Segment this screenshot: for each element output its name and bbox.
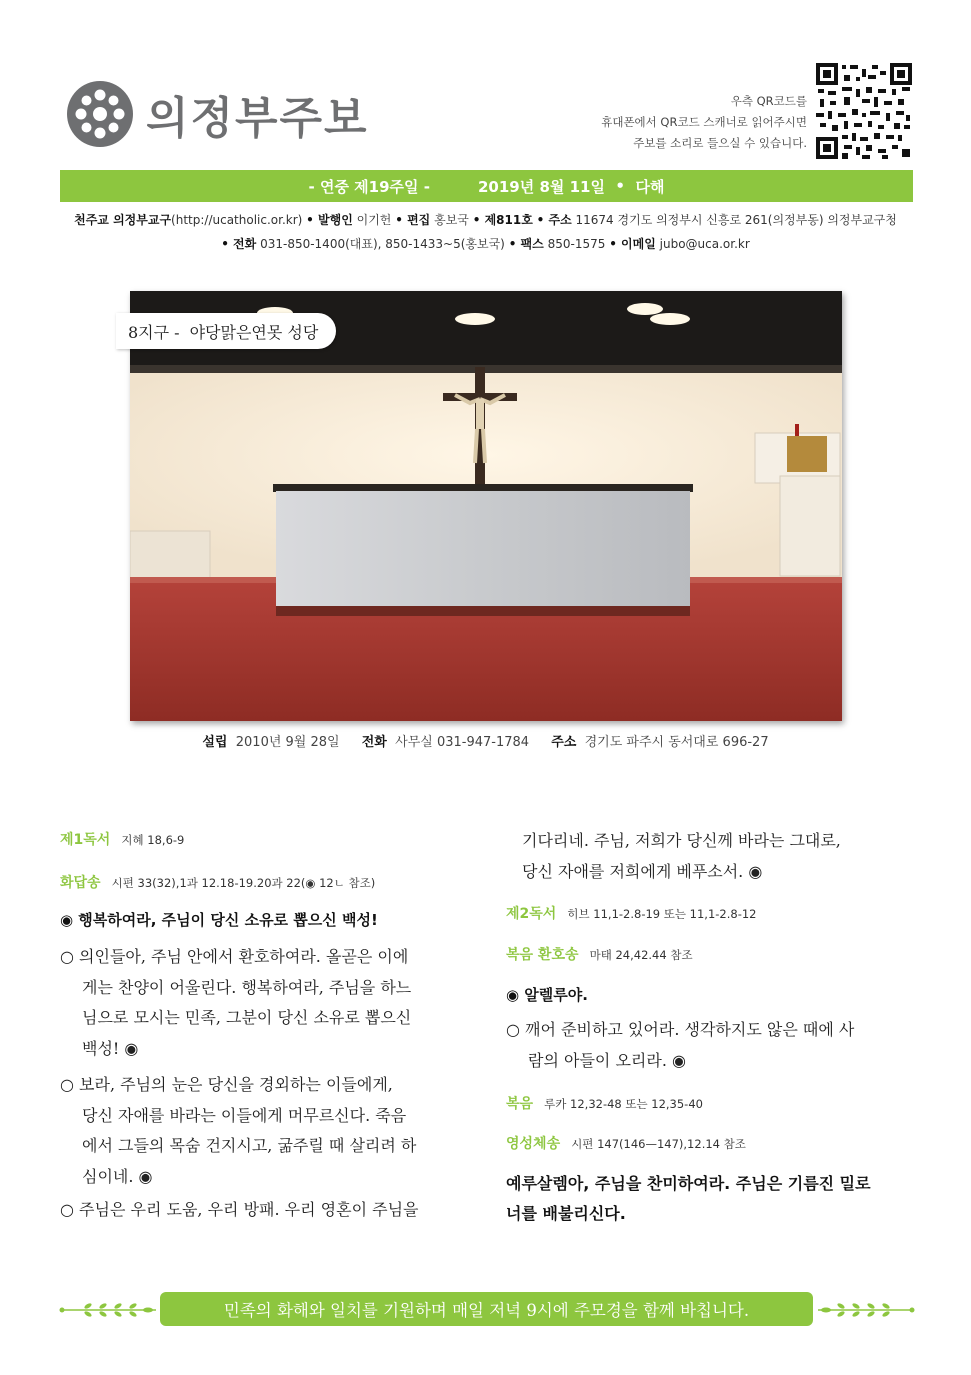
first-reading-ref: 지혜 18,6-9 — [121, 833, 185, 847]
psalm-ref: 시편 33(32),1과 12.18-19.20과 22(◉ 12ㄴ 참조) — [111, 876, 376, 890]
verse-line: 심이네. ◉ — [82, 1166, 153, 1186]
issue-date: 2019년 8월 11일 — [477, 177, 605, 196]
verse-line: 람의 아들이 오리라. ◉ — [528, 1050, 686, 1070]
founded-date: 2010년 9월 28일 — [235, 735, 340, 750]
district-label: 8지구 - — [128, 322, 180, 342]
verse-line: 에서 그들의 목숨 건지시고, 굶주릴 때 살리려 하 — [82, 1136, 417, 1155]
first-reading-label: 제1독서 — [60, 832, 111, 848]
editor: 홍보국 — [434, 213, 469, 227]
communion-line: 예루살렘아, 주님을 찬미하여라. 주님은 기름진 밀로 — [506, 1174, 871, 1193]
phone-label: • 전화 — [221, 237, 257, 251]
church-address: 경기도 파주시 동서대로 696-27 — [584, 735, 769, 750]
church-caption — [0, 731, 971, 750]
verse-line: 당신 자애를 저희에게 베푸소서. ◉ — [522, 861, 763, 881]
psalm-verse-2 — [60, 1070, 416, 1192]
psalm-label: 화답송 — [60, 875, 101, 891]
verse-line: ○ 깨어 준비하고 있어라. 생각하지도 않은 때에 사 — [506, 1020, 855, 1039]
bulletin-title: 의정부주보 — [146, 93, 369, 144]
org-label: 천주교 의정부교구 — [74, 213, 172, 227]
publisher: 이기헌 — [356, 213, 392, 227]
verse-line: 게는 찬양이 어울린다. 행복하여라, 주님을 하느 — [82, 977, 412, 997]
acclamation-label: 복음 환호송 — [506, 947, 579, 963]
qr-note-line: 주보를 소리로 들으실 수 있습니다. — [633, 136, 807, 150]
verse-line: 백성! ◉ — [82, 1038, 139, 1058]
church-photo — [130, 291, 842, 721]
second-reading — [506, 903, 756, 923]
gospel-ref: 루카 12,32-48 또는 12,35-40 — [544, 1097, 703, 1111]
psalm-verse-3-continued — [522, 826, 841, 887]
verse-line: ○ 의인들아, 주님 안에서 환호하여라. 올곧은 이에 — [60, 947, 409, 966]
address-label: • 주소 — [536, 213, 572, 227]
church-phone: 사무실 031-947-1784 — [395, 735, 530, 750]
issue-number: • 제811호 — [472, 213, 533, 227]
phone: 031-850-1400(대표), 850-1433~5(홍보국) — [260, 237, 505, 251]
year-cycle: 다해 — [635, 177, 665, 196]
address: 11674 경기도 의정부시 신흥로 261(의정부동) 의정부교구청 — [575, 213, 897, 227]
psalm-verse-1 — [60, 942, 411, 1064]
qr-note-line: 휴대폰에서 QR코드 스캐너로 읽어주시면 — [601, 115, 807, 129]
vine-ornament-icon — [58, 1300, 158, 1320]
gospel — [506, 1093, 703, 1113]
editor-label: • 편집 — [395, 213, 431, 227]
diocese-emblem-icon — [66, 80, 134, 148]
org-url[interactable]: (http://ucatholic.or.kr) — [171, 213, 303, 227]
founded-label: 설립 — [202, 735, 228, 750]
gospel-label: 복음 — [506, 1096, 534, 1112]
sunday-name: - 연중 제19주일 - — [308, 177, 430, 196]
email[interactable]: jubo@uca.or.kr — [659, 237, 750, 251]
verse-line: ○ 주님은 우리 도움, 우리 방패. 우리 영혼이 주님을 — [60, 1200, 419, 1219]
prayer-banner: 민족의 화해와 일치를 기원하며 매일 저녁 9시에 주모경을 함께 바칩니다. — [160, 1292, 813, 1326]
email-label: • 이메일 — [609, 237, 656, 251]
publisher-label: • 발행인 — [306, 213, 353, 227]
verse-line: 기다리네. 주님, 저희가 당신께 바라는 그대로, — [522, 831, 841, 850]
verse-line: ○ 보라, 주님의 눈은 당신을 경외하는 이들에게, — [60, 1075, 393, 1094]
church-address-label: 주소 — [551, 735, 577, 750]
alleluia-response: ◉ 알렐루야. — [506, 986, 588, 1004]
first-reading — [60, 829, 184, 849]
verse-line: 님으로 모시는 민족, 그분이 당신 소유로 뽑으신 — [82, 1008, 412, 1027]
acclamation-ref: 마태 24,42.44 참조 — [589, 948, 693, 962]
church-name-tag — [116, 313, 336, 349]
second-reading-label: 제2독서 — [506, 906, 557, 922]
separator-dot: • — [615, 177, 626, 195]
psalm-response: ◉ 행복하여라, 주님이 당신 소유로 뽑으신 백성! — [60, 911, 378, 929]
publication-info-line-2 — [0, 235, 971, 252]
acclamation-verse — [506, 1015, 854, 1076]
responsorial-psalm — [60, 872, 375, 892]
second-reading-ref: 히브 11,1-2.8-19 또는 11,1-2.8-12 — [567, 907, 757, 921]
fax-label: • 팩스 — [508, 237, 544, 251]
issue-banner — [60, 170, 913, 202]
vine-ornament-icon — [816, 1300, 916, 1320]
qr-note-line: 우측 QR코드를 — [730, 94, 807, 108]
communion-label: 영성체송 — [506, 1136, 561, 1152]
publication-info-line-1 — [0, 211, 971, 228]
qr-instructions — [567, 91, 807, 154]
psalm-verse-3 — [60, 1195, 419, 1226]
communion-line: 너를 배불리신다. — [506, 1204, 626, 1223]
church-name: 야당맑은연못 성당 — [189, 322, 319, 342]
church-phone-label: 전화 — [361, 735, 387, 750]
qr-code-icon[interactable] — [816, 63, 912, 159]
communion-ref: 시편 147(146—147),12.14 참조 — [571, 1137, 746, 1151]
communion-antiphon — [506, 1133, 746, 1153]
gospel-acclamation — [506, 944, 693, 964]
communion-text — [506, 1169, 871, 1229]
verse-line: 당신 자애를 바라는 이들에게 머무르신다. 죽음 — [82, 1105, 407, 1125]
fax: 850-1575 — [547, 237, 606, 251]
